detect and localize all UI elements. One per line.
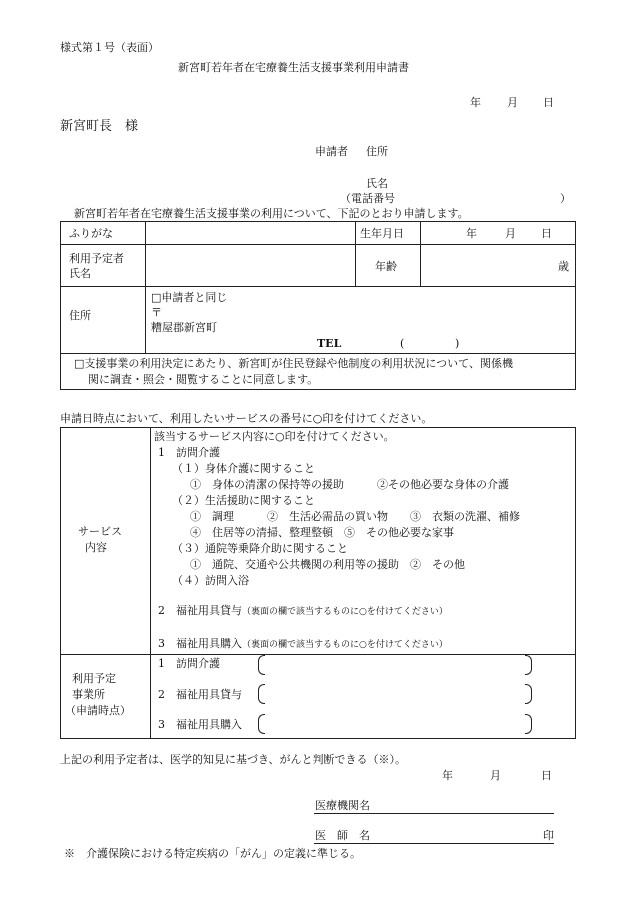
service-instruction: 申請日時点において、利用したいサービスの番号に○印を付けてください。 bbox=[60, 412, 433, 425]
doctor-label: 医 師 名 bbox=[315, 829, 370, 842]
service-item-2[interactable] bbox=[158, 605, 448, 617]
seal-label: 印 bbox=[543, 829, 554, 842]
date-year: 年 bbox=[470, 96, 481, 109]
service-line-9[interactable]: （４）訪問入浴 bbox=[172, 574, 249, 587]
form-number: 様式第１号（表面） bbox=[60, 41, 159, 54]
service-table bbox=[60, 427, 576, 739]
age-unit: 歳 bbox=[558, 260, 569, 273]
provider-row-3-field[interactable] bbox=[258, 714, 265, 734]
service-line-2[interactable]: （１）身体介護に関すること bbox=[172, 462, 315, 475]
service-line-7[interactable]: （３）通院等乗降介助に関すること bbox=[172, 542, 348, 555]
service-label-2: 内容 bbox=[85, 541, 107, 554]
provider-row-2-label: 2 福祉用具貸与 bbox=[158, 688, 242, 701]
medical-statement: 上記の利用予定者は、医学的知見に基づき、がんと判断できる（※）。 bbox=[60, 753, 407, 766]
service-item-3-label: 3 福祉用具購入 bbox=[158, 637, 242, 650]
medical-month: 月 bbox=[490, 769, 501, 782]
applicant-label: 申請者 bbox=[315, 145, 348, 158]
birthdate-month: 月 bbox=[505, 227, 516, 240]
addressee: 新宮町長 様 bbox=[60, 119, 139, 134]
birthdate-year: 年 bbox=[466, 227, 477, 240]
service-line-1[interactable]: 1 訪問介護 bbox=[158, 446, 220, 459]
footnote: ※ 介護保険における特定疾病の「がん」の定義に準じる。 bbox=[64, 847, 361, 860]
service-line-0: 該当するサービス内容に○印を付けてください。 bbox=[154, 430, 395, 443]
service-line-6[interactable]: ④ 住居等の清掃、整理整頓 ⑤ その他必要な家事 bbox=[190, 526, 454, 539]
service-line-3[interactable]: ① 身体の清潔の保持等の援助 ②その他必要な身体の介護 bbox=[190, 478, 509, 491]
tel-paren-open: ( bbox=[400, 337, 405, 350]
consent-text-2: 関に調査・照会・閲覧することに同意します。 bbox=[88, 373, 319, 386]
service-line-4[interactable]: （２）生活援助に関すること bbox=[172, 494, 315, 507]
birthdate-label: 生年月日 bbox=[360, 227, 404, 240]
intro-text: 新宮町若年者在宅療養生活支援事業の利用について、下記のとおり申請します。 bbox=[74, 207, 469, 220]
same-as-applicant-checkbox[interactable]: □申請者と同じ bbox=[151, 291, 228, 304]
doctor-field[interactable] bbox=[314, 843, 554, 844]
provider-label-2: 事業所 bbox=[72, 688, 105, 701]
postal-mark: 〒 bbox=[151, 306, 162, 319]
user-name-label-1: 利用予定者 bbox=[69, 252, 124, 265]
institution-label: 医療機関名 bbox=[315, 799, 370, 812]
medical-year: 年 bbox=[442, 769, 453, 782]
service-item-3[interactable] bbox=[158, 638, 448, 650]
applicant-address-label: 住所 bbox=[366, 145, 388, 158]
provider-label-1: 利用予定 bbox=[72, 672, 116, 685]
user-name-label-2: 氏名 bbox=[69, 267, 91, 280]
applicant-phone-close: ） bbox=[560, 192, 571, 205]
tel-label: TEL bbox=[317, 337, 342, 350]
tel-paren-close: ) bbox=[455, 337, 460, 350]
form-title: 新宮町若年者在宅療養生活支援事業利用申請書 bbox=[178, 61, 409, 74]
address-label: 住所 bbox=[69, 309, 91, 322]
service-item-2-note: （裏面の欄で該当するものに○を付けてください） bbox=[242, 607, 448, 617]
birthdate-day: 日 bbox=[541, 227, 552, 240]
medical-day: 日 bbox=[541, 769, 552, 782]
town-name: 糟屋郡新宮町 bbox=[151, 321, 217, 334]
date-month: 月 bbox=[507, 96, 518, 109]
applicant-name-label: 氏名 bbox=[366, 177, 388, 190]
institution-field[interactable] bbox=[314, 813, 554, 814]
service-line-5[interactable]: ① 調理 ② 生活必需品の買い物 ③ 衣類の洗濯、補修 bbox=[190, 510, 520, 523]
service-item-2-label: 2 福祉用具貸与 bbox=[158, 604, 242, 617]
service-label-1: サービス bbox=[78, 525, 122, 538]
service-line-8[interactable]: ① 通院、交通や公共機関の利用等の援助 ② その他 bbox=[190, 558, 465, 571]
provider-label-3: （申請時点） bbox=[65, 704, 131, 717]
date-day: 日 bbox=[543, 96, 554, 109]
provider-row-3-label: 3 福祉用具購入 bbox=[158, 718, 242, 731]
consent-checkbox[interactable]: □支援事業の利用決定にあたり、新宮町が住民登録や他制度の利用状況について、関係機 bbox=[74, 357, 513, 370]
applicant-phone-label: （電話番号 bbox=[340, 192, 395, 205]
furigana-label: ふりがな bbox=[69, 227, 113, 240]
provider-row-1-field[interactable] bbox=[258, 655, 265, 675]
provider-row-2-field[interactable] bbox=[258, 684, 265, 704]
age-label: 年齢 bbox=[375, 260, 397, 273]
provider-row-1-label: 1 訪問介護 bbox=[158, 657, 220, 670]
service-item-3-note: （裏面の欄で該当するものに○を付けてください） bbox=[242, 640, 448, 650]
